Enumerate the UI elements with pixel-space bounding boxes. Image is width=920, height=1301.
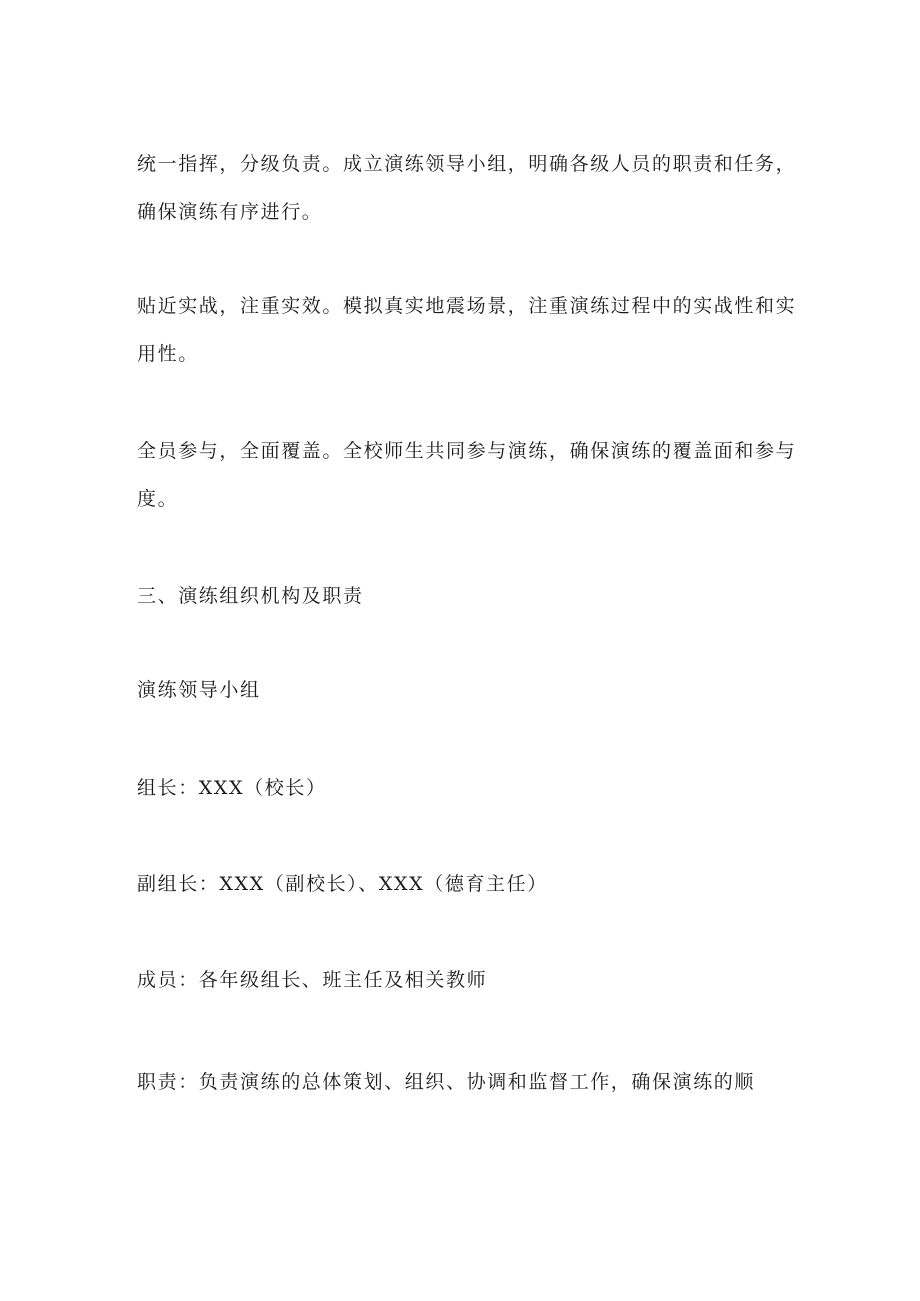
text-line: 用性。 xyxy=(137,343,199,365)
text-line: 副组长：XXX（副校长）、XXX（德育主任） xyxy=(137,873,548,895)
text-line: 成员：各年级组长、班主任及相关教师 xyxy=(137,969,488,991)
paragraph-leader xyxy=(137,764,797,812)
text-line: 统一指挥，分级负责。成立演练领导小组，明确各级人员的职责和任务， xyxy=(137,153,797,175)
heading-text: 三、演练组织机构及职责 xyxy=(137,585,364,607)
paragraph-full-participation xyxy=(137,427,797,523)
text-line: 职责：负责演练的总体策划、组织、协调和监督工作，确保演练的顺 xyxy=(137,1071,756,1093)
text-line: 组长：XXX（校长） xyxy=(137,777,327,799)
text-line: 确保演练有序进行。 xyxy=(137,201,323,223)
paragraph-practical-effect xyxy=(137,282,797,378)
paragraph-members xyxy=(137,956,797,1004)
text-line: 全员参与，全面覆盖。全校师生共同参与演练，确保演练的覆盖面和参与 xyxy=(137,440,797,462)
section-heading xyxy=(137,572,797,620)
text-line: 度。 xyxy=(137,488,179,510)
text-line: 贴近实战，注重实效。模拟真实地震场景，注重演练过程中的实战性和实 xyxy=(137,295,797,317)
subheading-text: 演练领导小组 xyxy=(137,679,261,701)
paragraph-deputy-leader xyxy=(137,860,797,908)
paragraph-unified-command xyxy=(137,140,797,236)
subheading-leadership-group xyxy=(137,666,797,714)
paragraph-duties xyxy=(137,1058,797,1106)
